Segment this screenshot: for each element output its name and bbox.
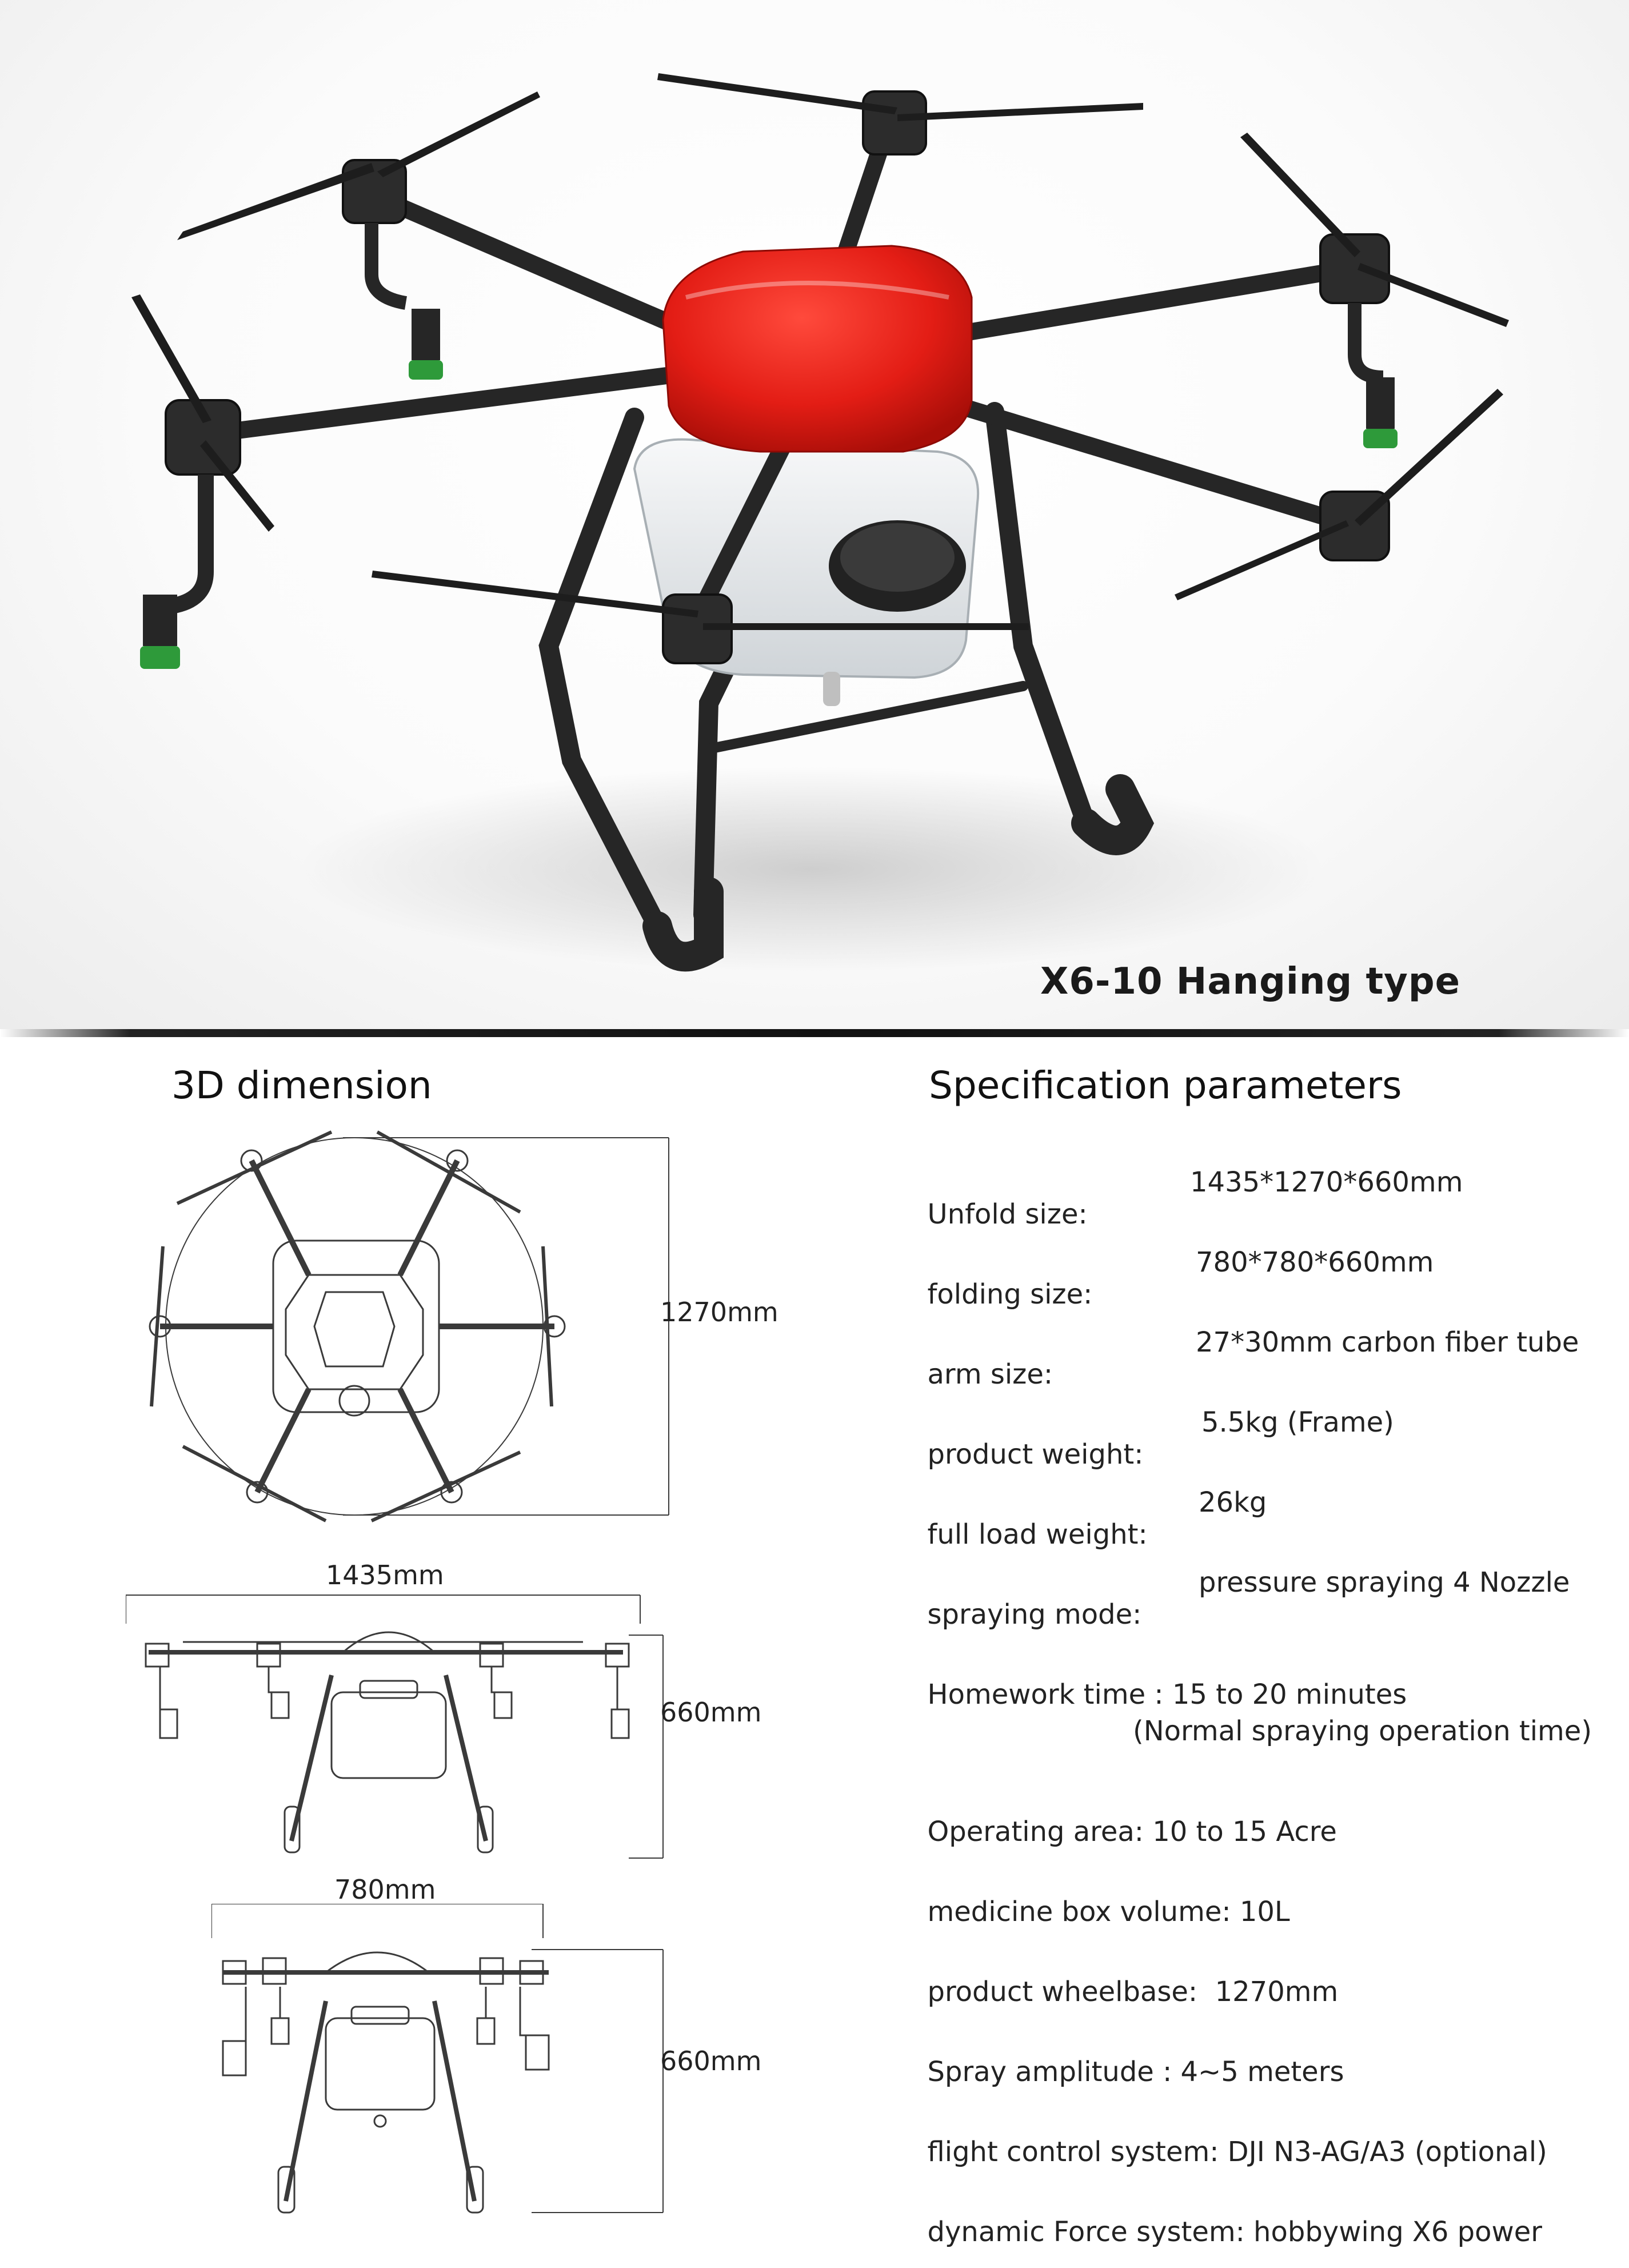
spec-value: (Normal spraying operation time) [1133, 1715, 1592, 1747]
unfold-width-label: 1435mm [326, 1560, 444, 1591]
spec-label: Homework time : 15 to 20 minutes [927, 1679, 1407, 1711]
side-view-drawing [126, 1589, 674, 1864]
spec-row [910, 1784, 1337, 1848]
spec-label: full load weight: [927, 1518, 1148, 1550]
spec-label: dynamic Force system: hobbywing X6 power [927, 2216, 1542, 2248]
spec-label: flight control system: DJI N3-AG/A3 (optional) [927, 2136, 1547, 2168]
spec-label: folding size: [927, 1278, 1093, 1310]
spec-label: medicine box volume: 10L [927, 1896, 1290, 1928]
spec-value: 780*780*660mm [1196, 1246, 1434, 1278]
dimension-title: 3D dimension [171, 1063, 432, 1107]
spray-tank [634, 440, 978, 706]
folded-width-label: 780mm [334, 1874, 436, 1905]
drone-illustration [0, 0, 1629, 1029]
spec-title: Specification parameters [929, 1063, 1402, 1107]
spec-row [910, 1944, 1338, 2008]
spec-label: Operating area: 10 to 15 Acre [927, 1816, 1337, 1848]
spec-label: product wheelbase: 1270mm [927, 1976, 1339, 2008]
spec-value: 5.5kg (Frame) [1201, 1406, 1394, 1438]
top-height-label: 1270mm [660, 1297, 778, 1328]
spec-row [910, 1647, 1407, 1711]
product-name: X6-10 Hanging type [1040, 960, 1461, 1003]
section-divider [0, 1029, 1629, 1037]
spec-label: arm size: [927, 1358, 1053, 1390]
folded-view-drawing [211, 1904, 680, 2224]
spec-label: Spray amplitude : 4~5 meters [927, 2056, 1344, 2088]
side-height-label: 660mm [660, 1697, 762, 1728]
spec-label: spraying mode: [927, 1599, 1142, 1631]
spec-row [910, 2104, 1547, 2168]
spec-label: Unfold size: [927, 1198, 1088, 1230]
spec-row [910, 2024, 1344, 2088]
spec-value: 26kg [1199, 1486, 1267, 1518]
folded-height-label: 660mm [660, 2046, 762, 2076]
spec-value: 1435*1270*660mm [1190, 1166, 1463, 1198]
spec-value: 27*30mm carbon fiber tube [1196, 1326, 1579, 1358]
hero-product-photo [0, 0, 1629, 1029]
spec-row [910, 2184, 1542, 2248]
top-view-drawing [131, 1109, 680, 1555]
red-canopy [663, 246, 972, 452]
spec-row [910, 1715, 1592, 1779]
spec-label: product weight: [927, 1438, 1144, 1470]
spec-value: pressure spraying 4 Nozzle [1199, 1567, 1570, 1599]
spec-row [910, 1864, 1290, 1928]
